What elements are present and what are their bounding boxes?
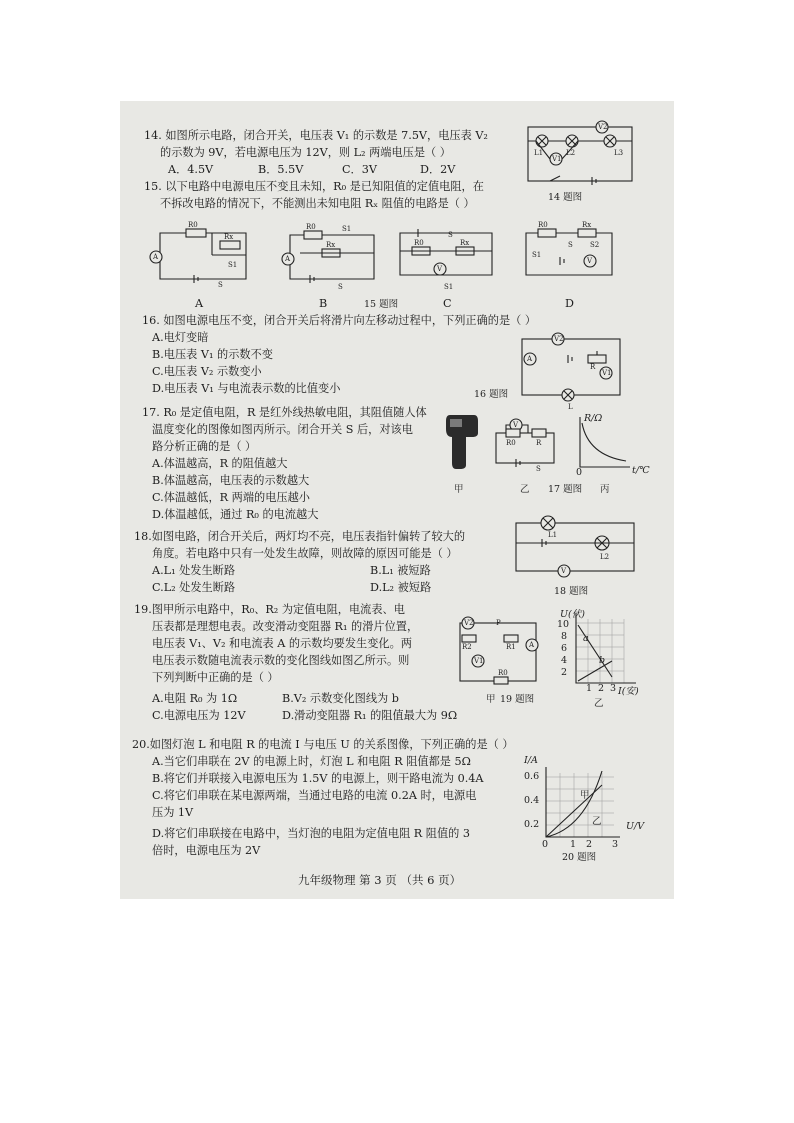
q20-graph-ytick-0.6: 0.6 [524, 771, 540, 782]
svg-text:A: A [285, 255, 291, 263]
q17-line3: 路分析正确的是（ ） [152, 440, 257, 453]
q16-option-d: D.电压表 V₁ 与电流表示数的比值变小 [152, 382, 341, 395]
q19-graph-ytick-8: 8 [561, 631, 568, 642]
svg-text:V: V [437, 265, 443, 273]
q20-option-c-line1: C.将它们串联在某电源两端，当通过电路的电流 0.2A 时，电源电 [152, 789, 477, 802]
q17-resistance-temperature-graph [576, 417, 632, 471]
svg-text:Rx: Rx [582, 221, 592, 229]
q20-graph-xtick-3: 3 [612, 839, 619, 850]
q19-graph-line-b: b [599, 655, 606, 666]
q14-option-d: D．2V [420, 163, 456, 176]
q20-graph-xtick-2: 2 [586, 839, 593, 850]
q15-circuit-d [520, 223, 620, 289]
q16-option-c: C.电压表 V₂ 示数变小 [152, 365, 262, 378]
svg-text:Rx: Rx [224, 233, 234, 241]
q16-circuit-diagram [512, 333, 624, 411]
svg-text:V2: V2 [464, 619, 474, 627]
svg-text:R0: R0 [306, 223, 316, 231]
q15-line1: 15. 以下电路中电源电压不变且未知，R₀ 是已知阻值的定值电阻，在 [144, 180, 484, 193]
svg-text:R1: R1 [506, 643, 516, 651]
svg-text:V1: V1 [602, 369, 612, 377]
q18-option-b: B.L₁ 被短路 [370, 564, 431, 577]
exam-page [120, 101, 674, 899]
q18-option-a: A.L₁ 处发生断路 [152, 564, 236, 577]
svg-text:R: R [536, 439, 542, 447]
q20-option-a: A.当它们串联在 2V 的电源上时，灯泡 L 和电阻 R 阻值都是 5Ω [152, 755, 471, 768]
q20-option-d-line1: D.将它们串联接在电路中，当灯泡的电阻为定值电阻 R 阻值的 3 [152, 827, 471, 840]
q19-graph-xtick-1: 1 [586, 683, 593, 694]
svg-text:S1: S1 [228, 261, 238, 269]
q17-option-c: C.体温越低，R 两端的电压越小 [152, 491, 310, 504]
q19-circuit-diagram [456, 615, 542, 685]
svg-text:V2: V2 [554, 335, 564, 343]
q14-option-b: B．5.5V [258, 163, 304, 176]
q17-option-a: A.体温越高，R 的阻值越大 [152, 457, 288, 470]
q19-caption-jia: 甲 [486, 694, 496, 705]
svg-text:P: P [496, 619, 501, 627]
q14-figure-caption: 14 题图 [548, 192, 583, 203]
q19-figure-caption: 19 题图 [500, 694, 535, 705]
svg-text:L1: L1 [534, 149, 544, 157]
q15-label-c: C [443, 297, 452, 310]
svg-text:V1: V1 [474, 657, 484, 665]
svg-text:R: R [590, 363, 596, 371]
svg-text:S1: S1 [342, 225, 352, 233]
q17-caption-jia: 甲 [454, 484, 464, 495]
q17-option-b: B.体温越高，电压表的示数越大 [152, 474, 310, 487]
thermometer-gun-icon [446, 411, 480, 469]
q19-option-b: B.V₂ 示数变化图线为 b [282, 692, 399, 705]
svg-text:S1: S1 [444, 283, 454, 291]
q14-option-c: C．3V [342, 163, 377, 176]
svg-text:L1: L1 [548, 531, 558, 539]
q19-option-d: D.滑动变阻器 R₁ 的阻值最大为 9Ω [282, 709, 458, 722]
q18-line1: 18.如图电路，闭合开关后，两灯均不亮，电压表指针偏转了较大的 [134, 530, 466, 543]
q20-graph-line-jia: 甲 [580, 790, 590, 801]
q20-graph-xlabel: U/V [626, 821, 645, 832]
svg-text:R0: R0 [538, 221, 548, 229]
q15-label-d: D [565, 297, 574, 310]
q19-graph-ylabel: U(伏) [560, 609, 585, 620]
svg-text:R0: R0 [188, 221, 198, 229]
q17-line1: 17. R₀ 是定值电阻，R 是红外线热敏电阻，其阻值随人体 [142, 406, 427, 419]
q14-line1: 14. 如图所示电路，闭合开关，电压表 V₁ 的示数是 7.5V，电压表 V₂ [144, 129, 488, 142]
q16-figure-caption: 16 题图 [474, 389, 509, 400]
q19-option-c: C.电源电压为 12V [152, 709, 246, 722]
svg-text:R2: R2 [462, 643, 472, 651]
svg-text:V: V [513, 421, 519, 429]
q20-graph-line-yi: 乙 [592, 816, 602, 827]
q18-line2: 角度。若电路中只有一处发生故障，则故障的原因可能是（ ） [152, 547, 458, 560]
q19-graph-ytick-2: 2 [561, 667, 568, 678]
q19-graph-line-a: a [583, 633, 589, 644]
q17-graph-origin: 0 [576, 467, 583, 478]
q19-graph-ytick-4: 4 [561, 655, 568, 666]
q15-circuit-a [144, 221, 254, 289]
q19-voltage-current-graph [566, 611, 652, 695]
q17-option-d: D.体温越低，通过 R₀ 的电流越大 [152, 508, 319, 521]
q14-option-a: A．4.5V [168, 163, 214, 176]
q19-graph-xtick-3: 3 [610, 683, 617, 694]
svg-text:S: S [568, 241, 573, 249]
q16-option-a: A.电灯变暗 [152, 331, 209, 344]
q20-option-d-line2: 倍时，电源电压为 2V [152, 844, 261, 857]
q19-line4: 电压表示数随电流表示数的变化图线如图乙所示。则 [152, 654, 410, 667]
q19-caption-yi: 乙 [594, 698, 604, 709]
q18-option-c: C.L₂ 处发生断路 [152, 581, 236, 594]
q19-line1: 19.图甲所示电路中，R₀、R₂ 为定值电阻，电流表、电 [134, 603, 405, 616]
q19-graph-xtick-2: 2 [598, 683, 605, 694]
q20-figure-caption: 20 题图 [562, 852, 597, 863]
q15-label-a: A [195, 297, 204, 310]
svg-text:R0: R0 [506, 439, 516, 447]
q15-circuit-c [396, 229, 496, 295]
q19-graph-xlabel: I(安) [618, 686, 639, 697]
q15-label-b: B [319, 297, 328, 310]
q20-graph-ytick-0.2: 0.2 [524, 819, 540, 830]
q14-line2: 的示数为 9V，若电源电压为 12V，则 L₂ 两端电压是（ ） [160, 146, 451, 159]
q20-option-c-line2: 压为 1V [152, 806, 194, 819]
q16-option-b: B.电压表 V₁ 的示数不变 [152, 348, 273, 361]
page-footer: 九年级物理 第 3 页 （共 6 页） [298, 873, 462, 887]
svg-text:L2: L2 [566, 149, 576, 157]
svg-text:R0: R0 [414, 239, 424, 247]
q15-circuit-b [280, 223, 380, 289]
svg-text:R0: R0 [498, 669, 508, 677]
q20-graph-xtick-0: 0 [542, 839, 549, 850]
svg-text:V: V [587, 257, 593, 265]
q18-option-d: D.L₂ 被短路 [370, 581, 432, 594]
q20-current-voltage-graph [540, 765, 626, 849]
q18-figure-caption: 18 题图 [554, 586, 589, 597]
q15-line2: 不拆改电路的情况下，不能测出未知电阻 Rₓ 阻值的电路是（ ） [160, 197, 475, 210]
q20-option-b: B.将它们并联接入电源电压为 1.5V 的电源上，则干路电流为 0.4A [152, 772, 484, 785]
q19-line2: 压表都是理想电表。改变滑动变阻器 R₁ 的滑片位置， [152, 620, 419, 633]
q19-graph-ytick-6: 6 [561, 643, 568, 654]
svg-text:Rx: Rx [460, 239, 470, 247]
q20-question: 20.如图灯泡 L 和电阻 R 的电流 I 与电压 U 的关系图像，下列正确的是（ ） [132, 738, 514, 751]
q19-line5: 下列判断中正确的是（ ） [152, 671, 279, 684]
q19-line3: 电压表 V₁、V₂ 和电流表 A 的示数均要发生变化。两 [152, 637, 412, 650]
q15-figure-caption: 15 题图 [364, 299, 399, 310]
svg-text:S1: S1 [532, 251, 542, 259]
q19-graph-ytick-10: 10 [557, 619, 570, 630]
svg-text:A: A [527, 355, 533, 363]
q18-circuit-diagram [514, 515, 638, 579]
svg-text:V2: V2 [598, 123, 608, 131]
svg-text:A: A [529, 641, 535, 649]
q17-caption-yi: 乙 [520, 484, 530, 495]
q17-caption-bing: 丙 [600, 484, 610, 495]
svg-text:L2: L2 [600, 553, 610, 561]
svg-text:S: S [218, 281, 223, 289]
q17-graph-xlabel: t/℃ [632, 465, 650, 476]
q17-graph-ylabel: R/Ω [584, 413, 603, 424]
svg-text:Rx: Rx [326, 241, 336, 249]
svg-text:S: S [448, 231, 453, 239]
svg-text:S2: S2 [590, 241, 600, 249]
q17-figure-caption: 17 题图 [548, 484, 583, 495]
q19-option-a: A.电阻 R₀ 为 1Ω [152, 692, 238, 705]
svg-text:V1: V1 [552, 155, 562, 163]
svg-text:A: A [153, 253, 159, 261]
svg-text:S: S [536, 465, 541, 473]
q20-graph-ylabel: I/A [524, 755, 538, 766]
svg-text:L3: L3 [614, 149, 624, 157]
svg-text:V: V [561, 567, 567, 575]
q17-circuit-diagram [494, 417, 558, 471]
svg-text:L: L [568, 403, 573, 411]
svg-text:S: S [338, 283, 343, 291]
q17-line2: 温度变化的图像如图丙所示。闭合开关 S 后，对该电 [152, 423, 413, 436]
q20-graph-ytick-0.4: 0.4 [524, 795, 540, 806]
q16-question: 16. 如图电源电压不变，闭合开关后将滑片向左移动过程中，下列正确的是（ ） [142, 314, 537, 327]
q20-graph-xtick-1: 1 [570, 839, 577, 850]
q14-circuit-diagram [520, 119, 640, 185]
